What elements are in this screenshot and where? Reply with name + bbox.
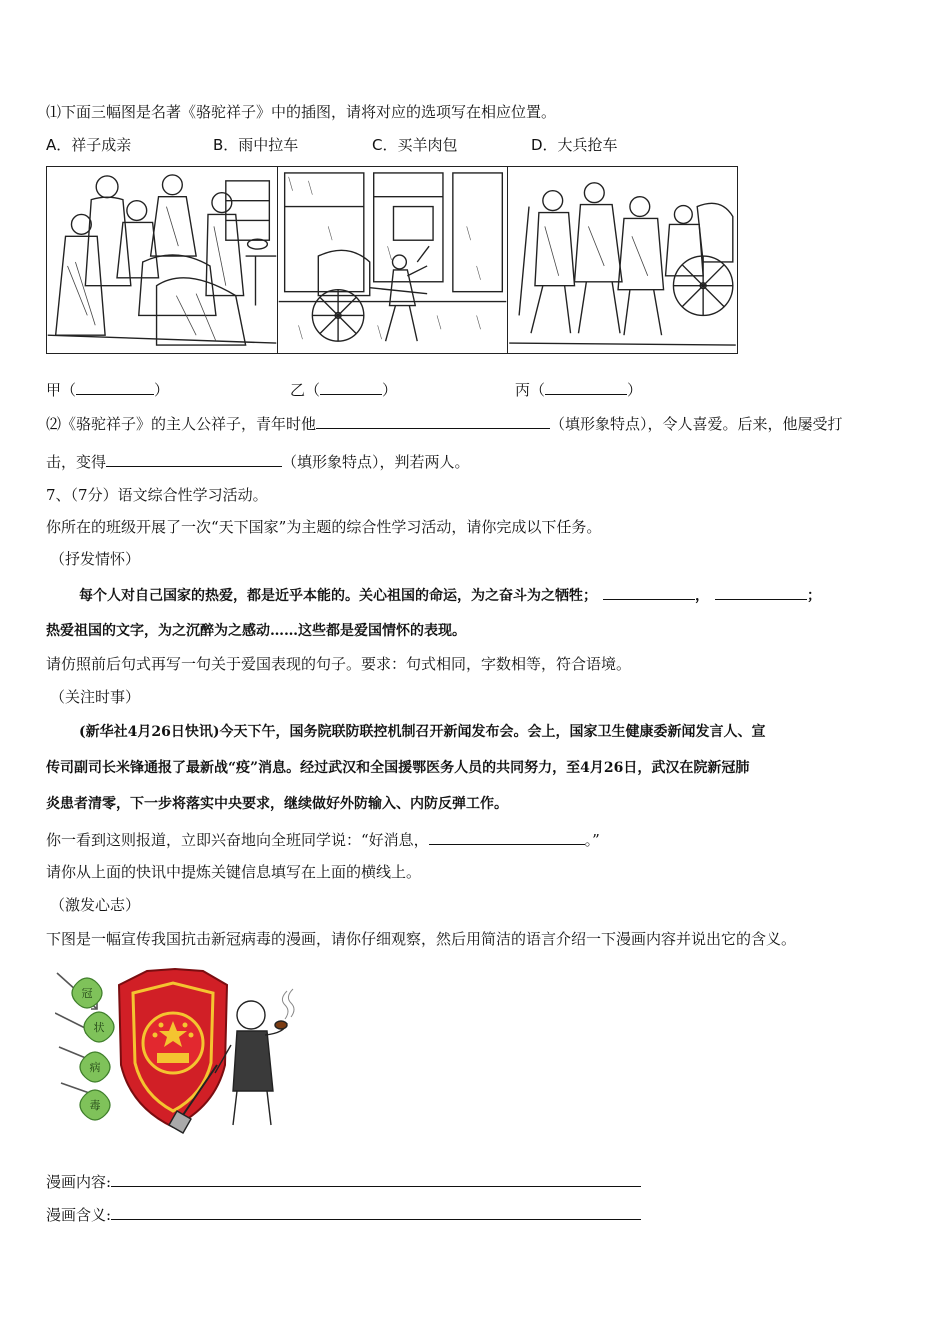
- task1-comma: ，: [695, 588, 709, 604]
- virus-char-3: 病: [89, 1061, 101, 1074]
- cartoon-meaning-answer: [46, 1203, 641, 1226]
- task1-instruction: 请仿照前后句式再写一句关于爱国表现的句子。要求：句式相同，字数相等，符合语境。: [46, 655, 632, 673]
- cartoon-content-label: 漫画内容:: [46, 1173, 112, 1191]
- answer-bing-close: ）: [627, 381, 643, 399]
- task3-title: （激发心志）: [50, 896, 141, 914]
- option-d: D．大兵抢车: [531, 136, 618, 154]
- task2-prompt-a: 你一看到这则报道，立即兴奋地向全班同学说：“好消息，: [46, 831, 429, 849]
- option-b: B．雨中拉车: [213, 136, 299, 154]
- news-line1: (新华社4月26日快讯)今天下午，国务院联防联控机制召开新闻发布会。会上，国家卫生健康委新闻发言人、宣: [79, 724, 766, 740]
- news-line2: 传司副司长米锋通报了最新战“疫”消息。经过武汉和全国援鄂医务人员的共同努力，至4月26日，武汉在院新冠肺: [46, 760, 750, 776]
- illustration-bing: [508, 167, 737, 353]
- task1-blank1[interactable]: [603, 583, 695, 600]
- task1-title: （抒发情怀）: [50, 550, 141, 568]
- virus-char-4: 毒: [89, 1099, 101, 1112]
- virus-char-2: 状: [93, 1021, 105, 1034]
- option-a: A．祥子成亲: [46, 136, 132, 154]
- virus-char-1: 冠: [81, 987, 93, 1000]
- answer-jia-label: 甲（: [46, 381, 77, 399]
- answer-jia-blank[interactable]: [76, 378, 154, 395]
- part2-text-d: （填形象特点），判若两人。: [282, 453, 470, 471]
- answer-yi: [290, 378, 397, 401]
- answer-jia-close: ）: [154, 381, 170, 399]
- task1-blank2[interactable]: [715, 583, 807, 600]
- part2-text-a: ⑵《骆驼祥子》的主人公祥子，青年时他: [46, 415, 317, 433]
- part2-blank1[interactable]: [316, 412, 550, 429]
- answer-yi-close: ）: [382, 381, 398, 399]
- camel-xiangzi-illustrations: [46, 166, 738, 354]
- task2-title: （关注时事）: [50, 688, 141, 706]
- q7-intro: 你所在的班级开展了一次“天下国家”为主题的综合性学习活动，请你完成以下任务。: [46, 518, 602, 536]
- part2-blank2[interactable]: [106, 450, 282, 467]
- task1-semicolon: ；: [807, 588, 821, 604]
- part2-text-b: （填形象特点），令人喜爱。后来，他屡受打: [550, 415, 843, 433]
- answer-bing-label: 丙（: [515, 381, 546, 399]
- rain-rickshaw-illustration: [278, 167, 507, 353]
- cartoon-content-answer: [46, 1170, 641, 1193]
- q6-part1-intro: ⑴下面三幅图是名著《骆驼祥子》中的插图，请将对应的选项写在相应位置。: [46, 103, 557, 121]
- task2-prompt: [46, 828, 600, 851]
- answer-bing-blank[interactable]: [545, 378, 627, 395]
- task1-text-line1: [79, 583, 821, 607]
- q6-part2-line1: [46, 412, 843, 435]
- answer-yi-label: 乙（: [290, 381, 321, 399]
- answer-jia: [46, 378, 169, 401]
- option-c: C．买羊肉包: [372, 136, 458, 154]
- news-line3: 炎患者清零，下一步将落实中央要求，继续做好外防输入、内防反弹工作。: [46, 796, 508, 812]
- task3-instruction: 下图是一幅宣传我国抗击新冠病毒的漫画，请你仔细观察，然后用简洁的语言介绍一下漫画内容并说出它的含义。: [46, 930, 797, 948]
- illustration-yi: [278, 167, 508, 353]
- task2-prompt-b: 。”: [584, 831, 600, 849]
- emblem-shield-cartoon: [55, 965, 300, 1135]
- cartoon-content-blank[interactable]: [111, 1170, 641, 1187]
- anti-virus-cartoon: [55, 965, 300, 1135]
- cartoon-meaning-label: 漫画含义:: [46, 1206, 112, 1224]
- wedding-scene-illustration: [47, 167, 277, 353]
- illustration-jia: [47, 167, 278, 353]
- task2-instruction: 请你从上面的快讯中提炼关键信息填写在上面的横线上。: [46, 863, 422, 881]
- part2-text-c: 击，变得: [46, 453, 107, 471]
- soldiers-seize-rickshaw-illustration: [508, 167, 737, 353]
- answer-yi-blank[interactable]: [320, 378, 382, 395]
- task1-text-a: 每个人对自己国家的热爱，都是近乎本能的。关心祖国的命运，为之奋斗为之牺牲；: [79, 588, 597, 604]
- answer-bing: [515, 378, 642, 401]
- task1-text-b: 热爱祖国的文字，为之沉醉为之感动……这些都是爱国情怀的表现。: [46, 623, 466, 639]
- task2-blank[interactable]: [429, 828, 585, 845]
- q7-heading: 7、（7分）语文综合性学习活动。: [46, 486, 268, 504]
- q6-part2-line2: [46, 450, 470, 473]
- cartoon-meaning-blank[interactable]: [111, 1203, 641, 1220]
